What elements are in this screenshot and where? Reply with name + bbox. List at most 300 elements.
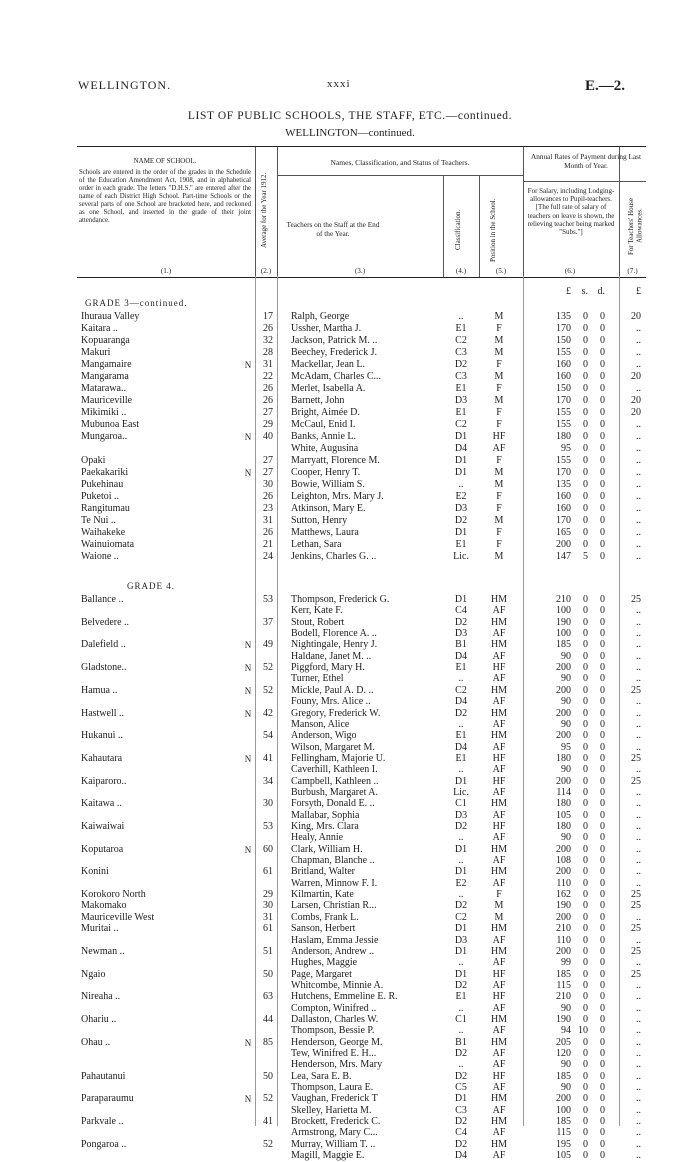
pound-label: £ [566,286,571,297]
salary-pence: 0 [600,395,605,406]
salary-shillings: 0 [583,741,588,753]
position: AF [492,979,506,991]
average-attendance: 51 [263,945,273,957]
table-row [77,371,646,383]
salary-pounds: 90 [561,1082,571,1094]
salary-pence: 0 [600,730,605,742]
salary-pounds: 135 [556,479,571,490]
teacher-name: McAdam, Charles C... [291,371,381,382]
salary-pounds: 150 [556,383,571,394]
house-allowance: .. [636,673,641,685]
salary-pence: 0 [600,945,605,957]
position: M [494,551,504,562]
salary-pounds: 170 [556,515,571,526]
table-row [77,719,646,731]
teacher-name: Henderson, George M. [291,1036,383,1048]
salary-pence: 0 [600,889,605,901]
half-time-mark: N [244,432,252,442]
salary-pence: 0 [600,673,605,685]
average-attendance: 44 [263,1013,273,1025]
house-allowance: .. [636,443,641,454]
salary-shillings: 0 [583,605,588,617]
salary-pounds: 210 [556,594,571,605]
position: AF [492,1104,506,1116]
salary-pence: 0 [600,1002,605,1014]
classification: Lic. [453,551,469,562]
salary-shillings: 0 [583,335,588,346]
position: AF [492,1127,506,1139]
teacher-name: Merlet, Isabella A. [291,383,366,394]
teacher-name: Tew, Winifred E. H... [291,1048,377,1059]
salary-pence: 0 [600,503,605,514]
school-name: Muritai .. [81,923,119,935]
salary-pence: 0 [600,616,605,628]
salary-pence: 0 [600,431,605,442]
teacher-name: Skelley, Harietta M. [291,1104,372,1116]
teacher-name: Thompson, Laura E. [291,1082,374,1094]
position: AF [492,673,506,685]
salary-shillings: 0 [583,707,588,719]
column-number-6: (6.) [564,267,576,275]
house-allowance: .. [636,730,641,742]
position: HM [490,1036,508,1048]
salary-pence: 0 [600,1116,605,1128]
average-attendance: 49 [263,639,273,651]
classification: D2 [454,1138,468,1150]
position: HF [492,752,506,764]
salary-pounds: 185 [556,1116,571,1128]
salary-shillings: 0 [583,1059,588,1071]
teacher-name: Campbell, Kathleen .. [291,775,379,787]
house-allowance: .. [636,877,641,889]
salary-pounds: 115 [556,979,571,991]
position: AF [492,809,506,821]
teacher-name: Britland, Walter [291,866,355,878]
position: M [494,347,504,358]
salary-pounds: 200 [556,1093,571,1105]
salary-shillings: 0 [583,1013,588,1025]
salary-pounds: 95 [561,443,571,454]
table-row [77,708,646,720]
average-attendance: 61 [263,866,273,878]
page-subtitle: WELLINGTON—continued. [285,127,415,139]
house-allowance: .. [636,696,641,708]
salary-pounds: 94 [561,1025,571,1037]
classification: D2 [454,821,468,832]
classification: C2 [455,911,467,923]
position: M [494,311,504,322]
school-name: Kaiwaiwai [81,821,125,832]
half-time-mark: N [244,844,252,855]
teacher-name: Atkinson, Mary E. [291,503,366,514]
position: AF [492,1082,506,1094]
salary-pounds: 160 [556,491,571,502]
salary-pounds: 147 [556,551,571,562]
position: HM [490,639,508,651]
salary-pounds: 170 [556,395,571,406]
teacher-name: Kerr, Kate F. [291,605,343,617]
school-name: Paraparaumu [81,1093,134,1105]
salary-shillings: 10 [578,1025,588,1037]
table-row [77,991,646,1003]
teacher-name: Marryatt, Florence M. [291,455,380,466]
school-name: Ihuraua Valley [81,311,140,322]
teacher-name: Leighton, Mrs. Mary J. [291,491,384,502]
table-row [77,1003,646,1015]
teacher-name: Barnett, John [291,395,345,406]
salary-shillings: 0 [583,1070,588,1082]
salary-pence: 0 [600,479,605,490]
position: AF [492,957,506,969]
teacher-name: Anderson, Andrew .. [291,945,375,957]
table-row [77,1127,646,1139]
salary-pence: 0 [600,786,605,798]
table-row [77,455,646,467]
classification: D1 [454,775,468,787]
average-attendance: 27 [263,455,273,466]
salary-pence: 0 [600,347,605,358]
house-allowance: 25 [631,594,641,605]
school-name: Mangamaire [81,359,132,370]
teacher-name: Hughes, Maggie [291,957,358,969]
salary-shillings: 0 [583,1048,588,1059]
average-attendance: 22 [263,371,273,382]
table-row [77,730,646,742]
house-allowance: .. [636,1048,641,1059]
teachers-column-heading: Teachers on the Staff at the End of the Year. [286,220,380,238]
position: AF [492,1150,506,1162]
salary-pounds: 155 [556,419,571,430]
position: F [496,889,502,901]
teachers-group-heading: Names, Classification, and Status of Teachers. [330,158,470,167]
salary-shillings: 0 [583,866,588,878]
salary-pence: 0 [600,934,605,946]
position: HF [492,662,506,674]
salary-pence: 0 [600,467,605,478]
salary-pounds: 200 [556,775,571,787]
salary-pounds: 110 [556,877,571,889]
salary-shillings: 0 [583,1082,588,1094]
average-column-heading: Average for the Year 1912. [260,172,268,248]
classification: .. [458,1002,464,1014]
classification: C4 [455,605,467,617]
salary-shillings: 0 [583,991,588,1003]
teacher-name: Lea, Sara E. B. [291,1070,352,1082]
school-name: Mungaroa.. [81,431,128,442]
classification: .. [458,832,464,844]
salary-pounds: 95 [561,741,571,753]
salary-pence: 0 [600,798,605,810]
position: F [496,539,502,550]
classification: C4 [455,1127,467,1139]
column-number-5: (5.) [495,267,507,275]
salary-pounds: 155 [556,347,571,358]
average-attendance: 53 [263,594,273,605]
table-row [77,798,646,810]
teacher-name: Matthews, Laura [291,527,359,538]
average-attendance: 26 [263,527,273,538]
position: HF [492,775,506,787]
position: HM [490,730,508,742]
salary-shillings: 0 [583,911,588,923]
column-number-2: (2.) [260,267,272,275]
table-row [77,696,646,708]
position: M [494,515,504,526]
table-row [77,1048,646,1060]
salary-pounds: 200 [556,843,571,855]
allowance-column-heading: For Teachers' House Allowances. [627,197,644,255]
school-name: Waihakeke [81,527,126,538]
half-time-mark: N [244,685,252,696]
teacher-name: Jackson, Patrick M. .. [291,335,378,346]
salary-pence: 0 [600,1127,605,1139]
half-time-mark: N [244,708,252,719]
teacher-name: Founy, Mrs. Alice .. [291,696,371,708]
classification: D1 [454,843,468,855]
classification: D2 [454,979,468,991]
position: AF [492,877,506,889]
position: HM [490,843,508,855]
school-name: Pukehinau [81,479,124,490]
salary-pence: 0 [600,594,605,605]
classification: D1 [454,594,468,605]
average-attendance: 27 [263,407,273,418]
position: F [496,491,502,502]
salary-pounds: 200 [556,730,571,742]
table-row [77,335,646,347]
classification: D2 [454,900,468,912]
salary-pence: 0 [600,843,605,855]
salary-shillings: 0 [583,431,588,442]
table-row [77,866,646,878]
average-attendance: 31 [263,359,273,370]
school-name: Mubunoa East [81,419,140,430]
salary-shillings: 0 [583,594,588,605]
teacher-name: Fellingham, Majorie U. [291,752,386,764]
school-name: Te Nui .. [81,515,116,526]
salary-shillings: 0 [583,527,588,538]
salary-pence: 0 [600,821,605,832]
salary-shillings: 0 [583,479,588,490]
position: AF [492,832,506,844]
salary-shillings: 0 [583,752,588,764]
house-allowance: .. [636,1093,641,1105]
classification: D2 [454,515,468,526]
salary-pounds: 200 [556,662,571,674]
table-row [77,855,646,867]
house-allowance: .. [636,741,641,753]
teacher-name: Henderson, Mrs. Mary [291,1059,383,1071]
table-row [77,946,646,958]
position: AF [492,786,506,798]
house-allowance: .. [636,934,641,946]
salary-pence: 0 [600,696,605,708]
position: M [494,395,504,406]
salary-shillings: 0 [583,616,588,628]
salary-pence: 0 [600,764,605,776]
salary-shillings: 0 [583,539,588,550]
salary-shillings: 0 [583,395,588,406]
average-attendance: 21 [263,539,273,550]
house-allowance: .. [636,650,641,662]
salary-pounds: 100 [556,628,571,640]
school-name: Konini [81,866,109,878]
teacher-name: Anderson, Wigo [291,730,357,742]
salary-shillings: 0 [583,821,588,832]
classification: D1 [454,527,468,538]
position: M [494,479,504,490]
teacher-name: Chapman, Blanche .. [291,855,375,867]
salary-shillings: 0 [583,934,588,946]
table-row [77,685,646,697]
salary-pounds: 210 [556,991,571,1003]
house-allowance: .. [636,628,641,640]
classification: D4 [454,1150,468,1162]
classification: D4 [454,741,468,753]
classification: D3 [454,628,468,640]
classification: D1 [454,431,468,442]
teacher-name: Manson, Alice [291,718,350,730]
classification: C5 [455,1082,467,1094]
teacher-name: Armstrong, Mary C... [291,1127,378,1139]
position: AF [492,741,506,753]
teacher-name: Clark, William H. [291,843,363,855]
teacher-name: Nightingale, Henry J. [291,639,378,651]
school-name: Nireaha .. [81,991,121,1003]
house-allowance: .. [636,832,641,844]
classification: D2 [454,707,468,719]
teacher-name: Mickle, Paul A. D. .. [291,684,374,696]
school-name: Ohau .. [81,1036,111,1048]
table-row [77,311,646,323]
table-row [77,776,646,788]
school-name: Makuri [81,347,111,358]
teacher-name: Whitcombe, Minnie A. [291,979,384,991]
position: AF [492,764,506,776]
classification: .. [458,311,464,322]
house-allowance: 20 [631,395,641,406]
average-attendance: 26 [263,395,273,406]
salary-shillings: 0 [583,419,588,430]
position: AF [492,1048,506,1059]
salary-shillings: 0 [583,684,588,696]
average-attendance: 34 [263,775,273,787]
school-name: Mangarama [81,371,129,382]
salary-pence: 0 [600,1025,605,1037]
salary-shillings: 0 [583,1036,588,1048]
column-headers [77,146,646,278]
half-time-mark: N [244,753,252,764]
salary-pounds: 180 [556,431,571,442]
salary-pence: 0 [600,775,605,787]
house-allowance: 25 [631,968,641,980]
school-name: Kaitara .. [81,323,118,334]
table-row [77,551,646,563]
teacher-name: Jenkins, Charles G. .. [291,551,377,562]
house-allowance: .. [636,957,641,969]
salary-shillings: 0 [583,945,588,957]
position: F [496,383,502,394]
table-row [77,764,646,776]
table-row [77,1116,646,1128]
table-row [77,605,646,617]
classification: C1 [455,798,467,810]
classification: D3 [454,809,468,821]
salary-pounds: 210 [556,923,571,935]
salary-pence: 0 [600,707,605,719]
salary-shillings: 0 [583,718,588,730]
salary-pounds: 90 [561,718,571,730]
salary-pence: 0 [600,491,605,502]
house-allowance: .. [636,1116,641,1128]
school-name: Mauriceville [81,395,133,406]
classification: D3 [454,395,468,406]
classification: C2 [455,335,467,346]
salary-pence: 0 [600,855,605,867]
salary-shillings: 0 [583,455,588,466]
table-row [77,651,646,663]
position: M [494,911,504,923]
teacher-name: Haslam, Emma Jessie [291,934,379,946]
teacher-name: Gregory, Frederick W. [291,707,381,719]
salary-shillings: 0 [583,311,588,322]
salary-pence: 0 [600,443,605,454]
table-row [77,1071,646,1083]
salary-shillings: 0 [583,359,588,370]
table-row [77,503,646,515]
salary-pounds: 200 [556,866,571,878]
school-name: Opaki [81,455,106,466]
salary-shillings: 0 [583,1104,588,1116]
classification: C2 [455,684,467,696]
table-row [77,594,646,606]
position: HF [492,968,506,980]
teacher-name: Combs, Frank L. [291,911,359,923]
salary-pounds: 200 [556,707,571,719]
average-attendance: 41 [263,752,273,764]
table-row [77,878,646,890]
table-row [77,832,646,844]
table-row [77,1139,646,1151]
house-allowance: .. [636,616,641,628]
half-time-mark: N [244,640,252,651]
salary-pence: 0 [600,371,605,382]
school-name: Gladstone.. [81,662,127,674]
house-allowance: 25 [631,684,641,696]
teacher-name: Sanson, Herbert [291,923,356,935]
position: AF [492,1025,506,1037]
classification: B1 [455,639,467,651]
teacher-name: Dallaston, Charles W. [291,1013,379,1025]
classification: E2 [455,491,467,502]
school-name: Newman .. [81,945,125,957]
salary-pence: 0 [600,1070,605,1082]
teacher-name: Thompson, Frederick G. [291,594,390,605]
house-allowance: .. [636,335,641,346]
teacher-name: Forsyth, Donald E. .. [291,798,375,810]
salary-shillings: 0 [583,923,588,935]
classification: .. [458,889,464,901]
house-allowance: .. [636,979,641,991]
salary-pounds: 200 [556,684,571,696]
school-name: Puketoi .. [81,491,120,502]
salary-pence: 0 [600,383,605,394]
classification: C1 [455,1013,467,1025]
table-row [77,539,646,551]
average-attendance: 27 [263,467,273,478]
salary-shillings: 0 [583,639,588,651]
salary-shillings: 0 [583,1138,588,1150]
